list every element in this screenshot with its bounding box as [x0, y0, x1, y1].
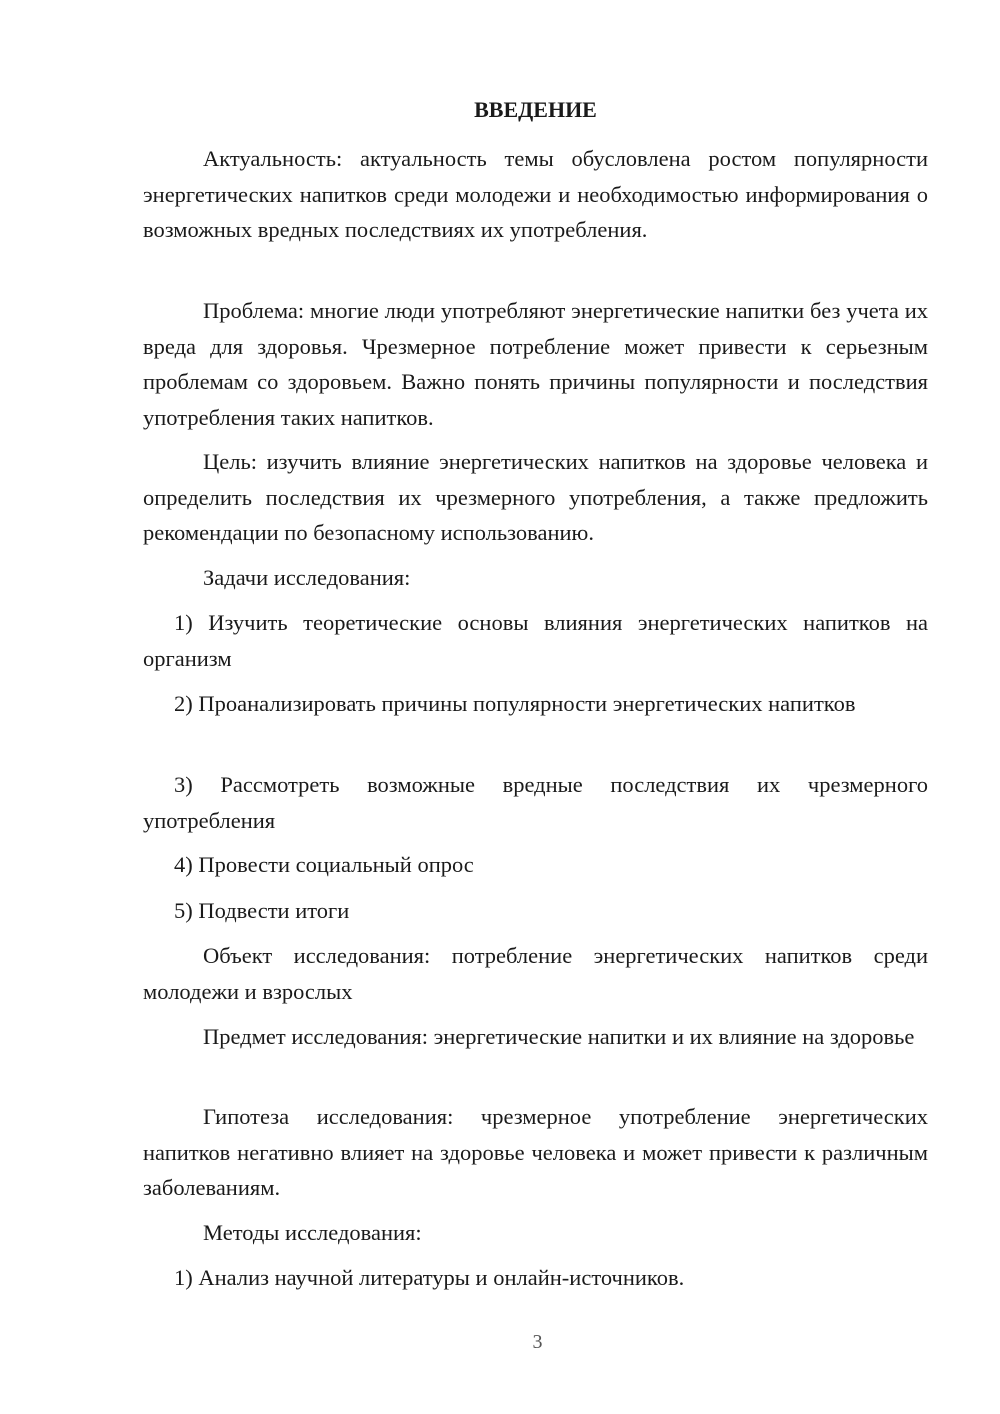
task-item-3: 3) Рассмотреть возможные вредные последствия их чрезмерного употребления	[143, 772, 928, 833]
task-item-5: 5) Подвести итоги	[174, 898, 350, 923]
task-item-1: 1) Изучить теоретические основы влияния энергетических напитков на организм	[143, 610, 928, 671]
paragraph-problem: Проблема: многие люди употребляют энергетические напитки без учета их вреда для здоровья. Чрезмерное потребление может привести к серьезным проблемам со здоровьем. Важно понять причины популярности и последствия употребления таких напитков.	[143, 298, 928, 430]
paragraph-subject: Предмет исследования: энергетические напитки и их влияние на здоровье	[203, 1024, 915, 1049]
task-item-4: 4) Провести социальный опрос	[174, 852, 474, 877]
paragraph-goal: Цель: изучить влияние энергетических напитков на здоровье человека и определить последствия их чрезмерного употребления, а также предложить рекомендации по безопасному использованию.	[143, 449, 928, 545]
paragraph-relevance: Актуальность: актуальность темы обусловлена ростом популярности энергетических напитков среди молодежи и необходимостью информирования о возможных вредных последствиях их употребления.	[143, 146, 928, 242]
paragraph-methods-heading: Методы исследования:	[203, 1220, 422, 1245]
paragraph-tasks-heading: Задачи исследования:	[203, 565, 411, 590]
paragraph-hypothesis: Гипотеза исследования: чрезмерное употребление энергетических напитков негативно влияет на здоровье человека и может привести к различным заболеваниям.	[143, 1104, 928, 1200]
page-number: 3	[532, 1331, 543, 1353]
task-item-2: 2) Проанализировать причины популярности энергетических напитков	[174, 691, 856, 716]
section-title: ВВЕДЕНИЕ	[474, 97, 597, 122]
paragraph-object: Объект исследования: потребление энергетических напитков среди молодежи и взрослых	[143, 943, 928, 1004]
method-item-1: 1) Анализ научной литературы и онлайн-источников.	[174, 1265, 685, 1290]
